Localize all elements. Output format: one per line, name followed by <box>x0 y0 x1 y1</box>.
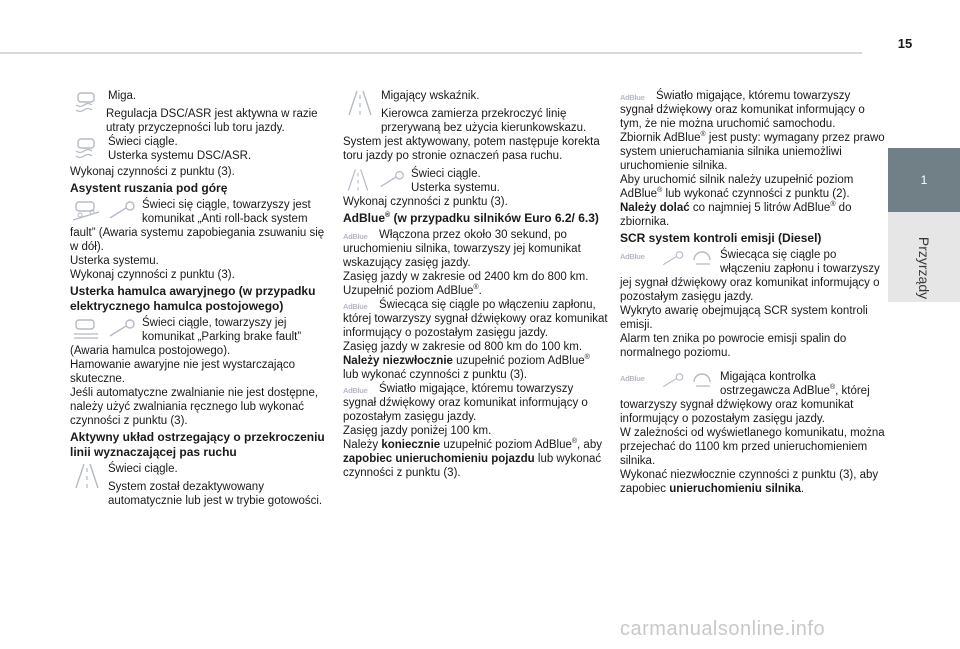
text <box>343 354 608 382</box>
icon-group <box>70 316 138 342</box>
column-3 <box>620 89 885 496</box>
chapter-tab[interactable] <box>888 148 960 212</box>
reg-mark: ® <box>584 354 590 362</box>
wrench-icon <box>106 316 138 342</box>
text: Aby uruchomić silnik należy uzupełnić poziom AdBlue <box>620 174 854 200</box>
text: Świecąca się ciągle po włączeniu zapłonu, której towarzyszy sygnał dźwiękowy oraz komunikat informujący o pozostałym zasięgu jazdy. <box>343 299 608 339</box>
text: Usterka systemu. <box>411 182 500 194</box>
text: W zależności od wyświetlanego komunikatu, można przejechać do 1100 km przed unieruchomieniem silnika. <box>620 427 885 467</box>
section-heading: Asystent ruszania pod górę <box>70 181 228 195</box>
text: Świeci ciągle, towarzyszy jej komunikat „Parking brake fault” (Awaria hamulca postojowego). <box>70 317 302 357</box>
wrench-icon <box>106 198 138 224</box>
lane-icon <box>343 167 373 193</box>
reg-mark: ® <box>571 438 578 446</box>
chapter-title: Przyrządy <box>916 236 932 300</box>
scr-steady-block <box>620 248 885 304</box>
text: Miga. <box>108 90 137 102</box>
text: Wykryto awarię obejmującą SCR system kontroli emisji. <box>620 305 868 331</box>
skid-icon <box>70 89 104 119</box>
text: Wykonaj czynności z punktu (3). <box>70 269 235 281</box>
text: Zasięg jazdy w zakresie od 2400 km do 800 km. <box>343 271 589 283</box>
text: . <box>800 483 805 495</box>
text: Uzupełnić poziom AdBlue <box>343 285 474 297</box>
adblue-icon: AdBlue <box>620 252 645 261</box>
text: Hamowanie awaryjne nie jest wystarczająco skuteczne. <box>70 359 295 385</box>
text: Zasięg jazdy poniżej 100 km. <box>343 425 492 437</box>
section-heading: SCR system kontroli emisji (Diesel) <box>620 231 822 245</box>
text: lub wykonać czynności z punktu (2). <box>662 188 850 200</box>
text: Świeci ciągle. <box>108 136 178 148</box>
icon-group <box>70 198 138 224</box>
text: Świeci ciągle. <box>411 168 481 180</box>
text: Światło migające, któremu towarzyszy sygnał dźwiękowy oraz komunikat informujący o pozostałym zasięgu jazdy. <box>343 383 588 423</box>
text: Należy niezwłocznie <box>343 355 453 367</box>
text: (w przypadku silników Euro 6.2/ 6.3) <box>390 211 599 225</box>
column-2 <box>343 89 608 480</box>
hill-assist-icon <box>70 198 102 224</box>
text <box>620 468 885 496</box>
icon-group <box>343 167 407 193</box>
skid-steady-block <box>70 135 335 165</box>
scr-flash-block <box>620 370 885 426</box>
adblue-icon: AdBlue <box>343 386 368 395</box>
brake-icon <box>70 316 102 342</box>
text: zapobiec unieruchomieniu pojazdu <box>343 453 535 465</box>
adblue-1-block <box>343 228 608 270</box>
reg-mark: ® <box>657 187 663 195</box>
wrench-icon <box>660 248 686 270</box>
text: Świeci się ciągle, towarzyszy jest komunikat „Anti roll-back system fault” (Awaria systemu zapobiegania zsuwaniu się w dół). <box>70 199 325 253</box>
hill-assist-block <box>70 198 335 254</box>
text: Regulacja DSC/ASR jest aktywna w razie utraty przyczepności lub toru jazdy. <box>106 108 318 134</box>
text: Włączona przez około 30 sekund, po uruchomieniu silnika, towarzyszy jej komunikat wskazujący zasięg jazdy. <box>343 229 581 269</box>
wrench-icon <box>660 370 686 392</box>
text: co najmniej 5 litrów AdBlue <box>689 202 831 214</box>
text: unieruchomieniu silnika <box>669 483 801 495</box>
scr-icon <box>690 248 716 270</box>
text: uzupełnić poziom AdBlue <box>452 355 585 367</box>
text: do zbiornika. <box>620 202 852 228</box>
text: Jeśli automatyczne zwalnianie nie jest dostępne, należy użyć zwalniania ręcznego lub wykonać czynności z punktu (3). <box>70 387 319 427</box>
text: Migający wskaźnik. <box>381 90 480 102</box>
text: Należy <box>343 439 382 451</box>
text: jest pusty: wymagany przez prawo system unieruchamiania silnika uniemożliwi uruchomienie silnika. <box>620 132 885 172</box>
text: Wykonaj czynności z punktu (3). <box>70 166 235 178</box>
text: AdBlue <box>343 211 385 225</box>
text: Światło migające, któremu towarzyszy sygnał dźwiękowy oraz komunikat informujący o tym, że nie można uruchomić samochodu. <box>620 90 865 130</box>
adblue-icon: AdBlue <box>620 93 645 102</box>
text <box>343 438 608 480</box>
scr-icon <box>690 370 716 392</box>
reg-mark: ® <box>700 131 706 139</box>
text: Migająca kontrolka ostrzegawcza AdBlue <box>720 371 830 397</box>
watermark: carmanualsonline.info <box>620 618 826 640</box>
reg-mark: ® <box>830 201 836 209</box>
text: Zbiornik AdBlue <box>620 132 701 144</box>
text: System jest aktywowany, potem następuje korekta toru jazdy po stronie oznaczeń pasa ruchu. <box>343 136 600 162</box>
text: Kierowca zamierza przekroczyć linię przerywaną bez użycia kierunkowskazu. <box>381 108 587 134</box>
brake-block <box>70 316 335 358</box>
icon-group <box>620 248 716 270</box>
text: lub wykonać czynności z punktu (3). <box>343 369 528 381</box>
text <box>620 201 885 229</box>
lane-fault-block <box>343 167 608 195</box>
text: Usterka systemu. <box>70 255 159 267</box>
icon-group <box>620 370 716 392</box>
text: Świeci ciągle. <box>108 463 178 475</box>
reg-mark: ® <box>473 284 479 292</box>
lane-icon <box>343 89 377 121</box>
text: Alarm ten znika po powrocie emisji spalin do normalnego poziomu. <box>620 333 847 359</box>
text: , której towarzyszy sygnał dźwiękowy oraz komunikat informujący o pozostałym zasięgu jazdy. <box>620 385 870 425</box>
chapter-number: 1 <box>920 173 928 187</box>
text: . <box>478 285 482 297</box>
adblue-icon: AdBlue <box>343 232 368 241</box>
text <box>620 131 885 173</box>
page-number: 15 <box>897 36 913 51</box>
text: Zasięg jazdy w zakresie od 800 km do 100 km. <box>343 341 583 353</box>
text: Wykonać niezwłocznie czynności z punktu (3), aby zapobiec <box>620 469 879 495</box>
section-heading <box>343 209 608 228</box>
text: , aby <box>577 439 602 451</box>
skid-icon <box>70 135 104 165</box>
text: System został dezaktywowany automatycznie lub jest w trybie gotowości. <box>108 481 323 507</box>
text: koniecznie <box>381 439 441 451</box>
adblue-icon: AdBlue <box>620 374 645 383</box>
reg-mark: ® <box>385 212 391 219</box>
adblue-4-block <box>620 89 885 131</box>
text: Wykonaj czynności z punktu (3). <box>343 196 508 208</box>
text: lub wykonać czynności z punktu (3). <box>343 453 602 479</box>
section-heading: Usterka hamulca awaryjnego (w przypadku elektrycznego hamulca postojowego) <box>70 284 316 313</box>
header-rule <box>0 52 862 54</box>
text: uzupełnić poziom AdBlue <box>440 439 572 451</box>
text <box>70 480 335 508</box>
reg-mark: ® <box>829 384 836 392</box>
wrench-icon <box>377 167 407 193</box>
column-1 <box>70 89 335 508</box>
lane-icon <box>70 462 104 494</box>
section-heading: Aktywny układ ostrzegający o przekroczeniu linii wyznaczającej pas ruchu <box>70 430 325 459</box>
adblue-icon: AdBlue <box>343 302 368 311</box>
text <box>343 284 608 298</box>
text: Należy dolać <box>620 202 690 214</box>
text <box>620 173 885 201</box>
text: Świecąca się ciągle po włączeniu zapłonu i towarzyszy jej sygnał dźwiękowy oraz komunikat informujący o pozostałym zasięgu jazdy. <box>620 249 880 303</box>
adblue-2-block <box>343 298 608 340</box>
text: Usterka systemu DSC/ASR. <box>108 150 252 162</box>
adblue-3-block <box>343 382 608 424</box>
